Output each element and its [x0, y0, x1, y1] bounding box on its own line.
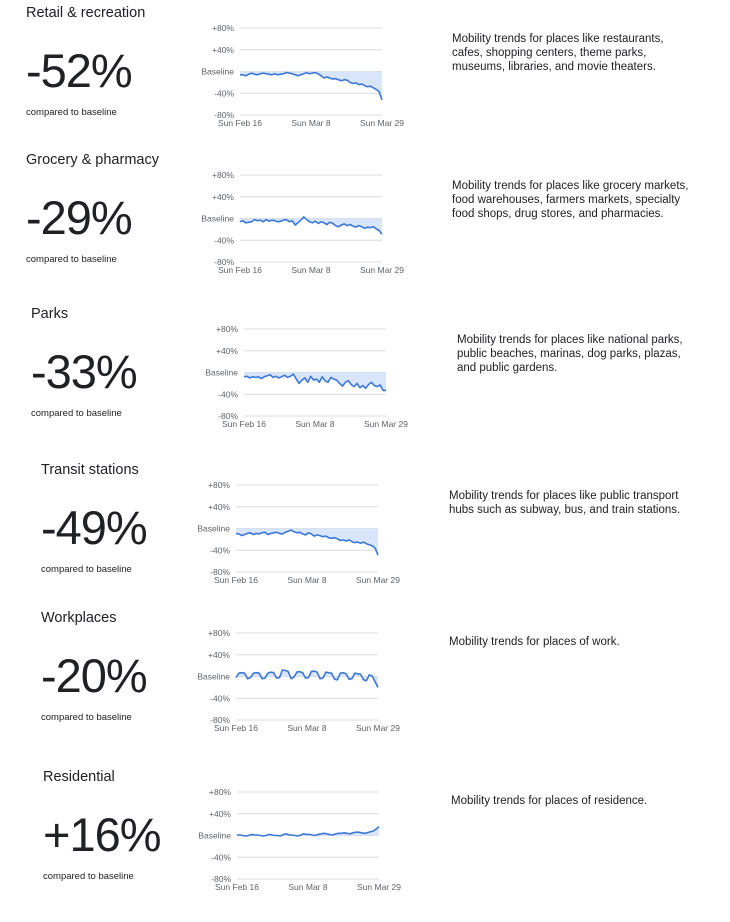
- trend-chart: [190, 5, 404, 135]
- headline-percent: -52%: [26, 44, 132, 97]
- category-title: Retail & recreation: [26, 5, 146, 21]
- x-tick-label: Sun Mar 29: [360, 118, 404, 128]
- y-tick-label: Baseline: [201, 66, 234, 77]
- trend-area: [240, 72, 382, 100]
- category-title: Grocery & pharmacy: [26, 152, 159, 168]
- y-tick-label: -80%: [210, 567, 230, 577]
- headline-percent: +16%: [43, 808, 161, 861]
- category-title: Residential: [43, 769, 115, 785]
- y-tick-label: -40%: [211, 852, 231, 863]
- category-row: [0, 462, 730, 612]
- compare-label: compared to baseline: [43, 871, 134, 882]
- category-description: Mobility trends for places like grocery markets, food warehouses, farmers markets, specialty food shops, drug stores, and pharmacies.: [452, 180, 689, 220]
- category-description: Mobility trends for places of residence.: [451, 795, 648, 807]
- category-description: Mobility trends for places like restaurants, cafes, shopping centers, theme parks, museums, libraries, and movie theaters.: [452, 33, 664, 73]
- category-title: Workplaces: [41, 610, 117, 626]
- x-tick-label: Sun Mar 8: [295, 419, 335, 429]
- x-tick-label: Sun Feb 16: [215, 882, 259, 892]
- y-tick-label: Baseline: [197, 671, 230, 682]
- y-tick-label: +40%: [209, 808, 231, 819]
- category-title: Transit stations: [41, 462, 139, 478]
- y-tick-label: +40%: [212, 44, 234, 55]
- x-tick-label: Sun Mar 8: [291, 265, 331, 275]
- category-description: Mobility trends for places like public transport hubs such as subway, bus, and train stations.: [449, 490, 681, 516]
- category-row: [0, 152, 730, 302]
- y-tick-label: +80%: [212, 23, 234, 33]
- y-tick-label: +40%: [212, 191, 234, 202]
- category-title: Parks: [31, 306, 69, 322]
- headline-percent: -20%: [41, 649, 147, 702]
- y-tick-label: -40%: [214, 88, 234, 99]
- y-tick-label: +80%: [212, 170, 234, 180]
- y-tick-label: +40%: [208, 649, 230, 660]
- category-row: [0, 306, 730, 456]
- y-tick-label: -40%: [218, 389, 238, 400]
- x-tick-label: Sun Feb 16: [218, 118, 262, 128]
- headline-percent: -29%: [26, 191, 132, 244]
- y-tick-label: -80%: [218, 411, 238, 421]
- trend-chart: [190, 152, 404, 282]
- headline-percent: -49%: [41, 501, 147, 554]
- x-tick-label: Sun Feb 16: [222, 419, 266, 429]
- y-tick-label: Baseline: [198, 830, 231, 841]
- y-tick-label: -40%: [210, 693, 230, 704]
- compare-label: compared to baseline: [41, 564, 132, 575]
- trend-chart: [194, 306, 408, 436]
- y-tick-label: -80%: [214, 257, 234, 267]
- y-tick-label: Baseline: [205, 367, 238, 378]
- category-row: [0, 769, 730, 919]
- y-tick-label: +80%: [216, 324, 238, 334]
- category-row: [0, 610, 730, 760]
- x-tick-label: Sun Feb 16: [214, 575, 258, 585]
- compare-label: compared to baseline: [26, 107, 117, 118]
- x-tick-label: Sun Mar 29: [357, 882, 401, 892]
- compare-label: compared to baseline: [41, 712, 132, 723]
- y-tick-label: Baseline: [197, 523, 230, 534]
- x-tick-label: Sun Mar 8: [288, 882, 328, 892]
- y-tick-label: Baseline: [201, 213, 234, 224]
- x-tick-label: Sun Feb 16: [214, 723, 258, 733]
- y-tick-label: -80%: [210, 715, 230, 725]
- x-tick-label: Sun Mar 8: [287, 575, 327, 585]
- trend-line: [236, 670, 378, 687]
- y-tick-label: -40%: [214, 235, 234, 246]
- compare-label: compared to baseline: [26, 254, 117, 265]
- category-row: [0, 5, 730, 155]
- y-tick-label: -80%: [214, 110, 234, 120]
- compare-label: compared to baseline: [31, 408, 122, 419]
- x-tick-label: Sun Mar 8: [291, 118, 331, 128]
- y-tick-label: -40%: [210, 545, 230, 556]
- y-tick-label: -80%: [211, 874, 231, 884]
- y-tick-label: +80%: [208, 628, 230, 638]
- trend-chart: [187, 769, 401, 899]
- x-tick-label: Sun Mar 29: [360, 265, 404, 275]
- trend-chart: [186, 462, 400, 592]
- y-tick-label: +40%: [208, 501, 230, 512]
- x-tick-label: Sun Mar 8: [287, 723, 327, 733]
- y-tick-label: +80%: [209, 787, 231, 797]
- category-description: Mobility trends for places like national parks, public beaches, marinas, dog parks, plazas, and public gardens.: [457, 334, 683, 374]
- x-tick-label: Sun Mar 29: [356, 723, 400, 733]
- category-description: Mobility trends for places of work.: [449, 636, 620, 648]
- x-tick-label: Sun Mar 29: [364, 419, 408, 429]
- x-tick-label: Sun Feb 16: [218, 265, 262, 275]
- trend-chart: [186, 610, 400, 740]
- headline-percent: -33%: [31, 345, 137, 398]
- y-tick-label: +40%: [216, 345, 238, 356]
- y-tick-label: +80%: [208, 480, 230, 490]
- x-tick-label: Sun Mar 29: [356, 575, 400, 585]
